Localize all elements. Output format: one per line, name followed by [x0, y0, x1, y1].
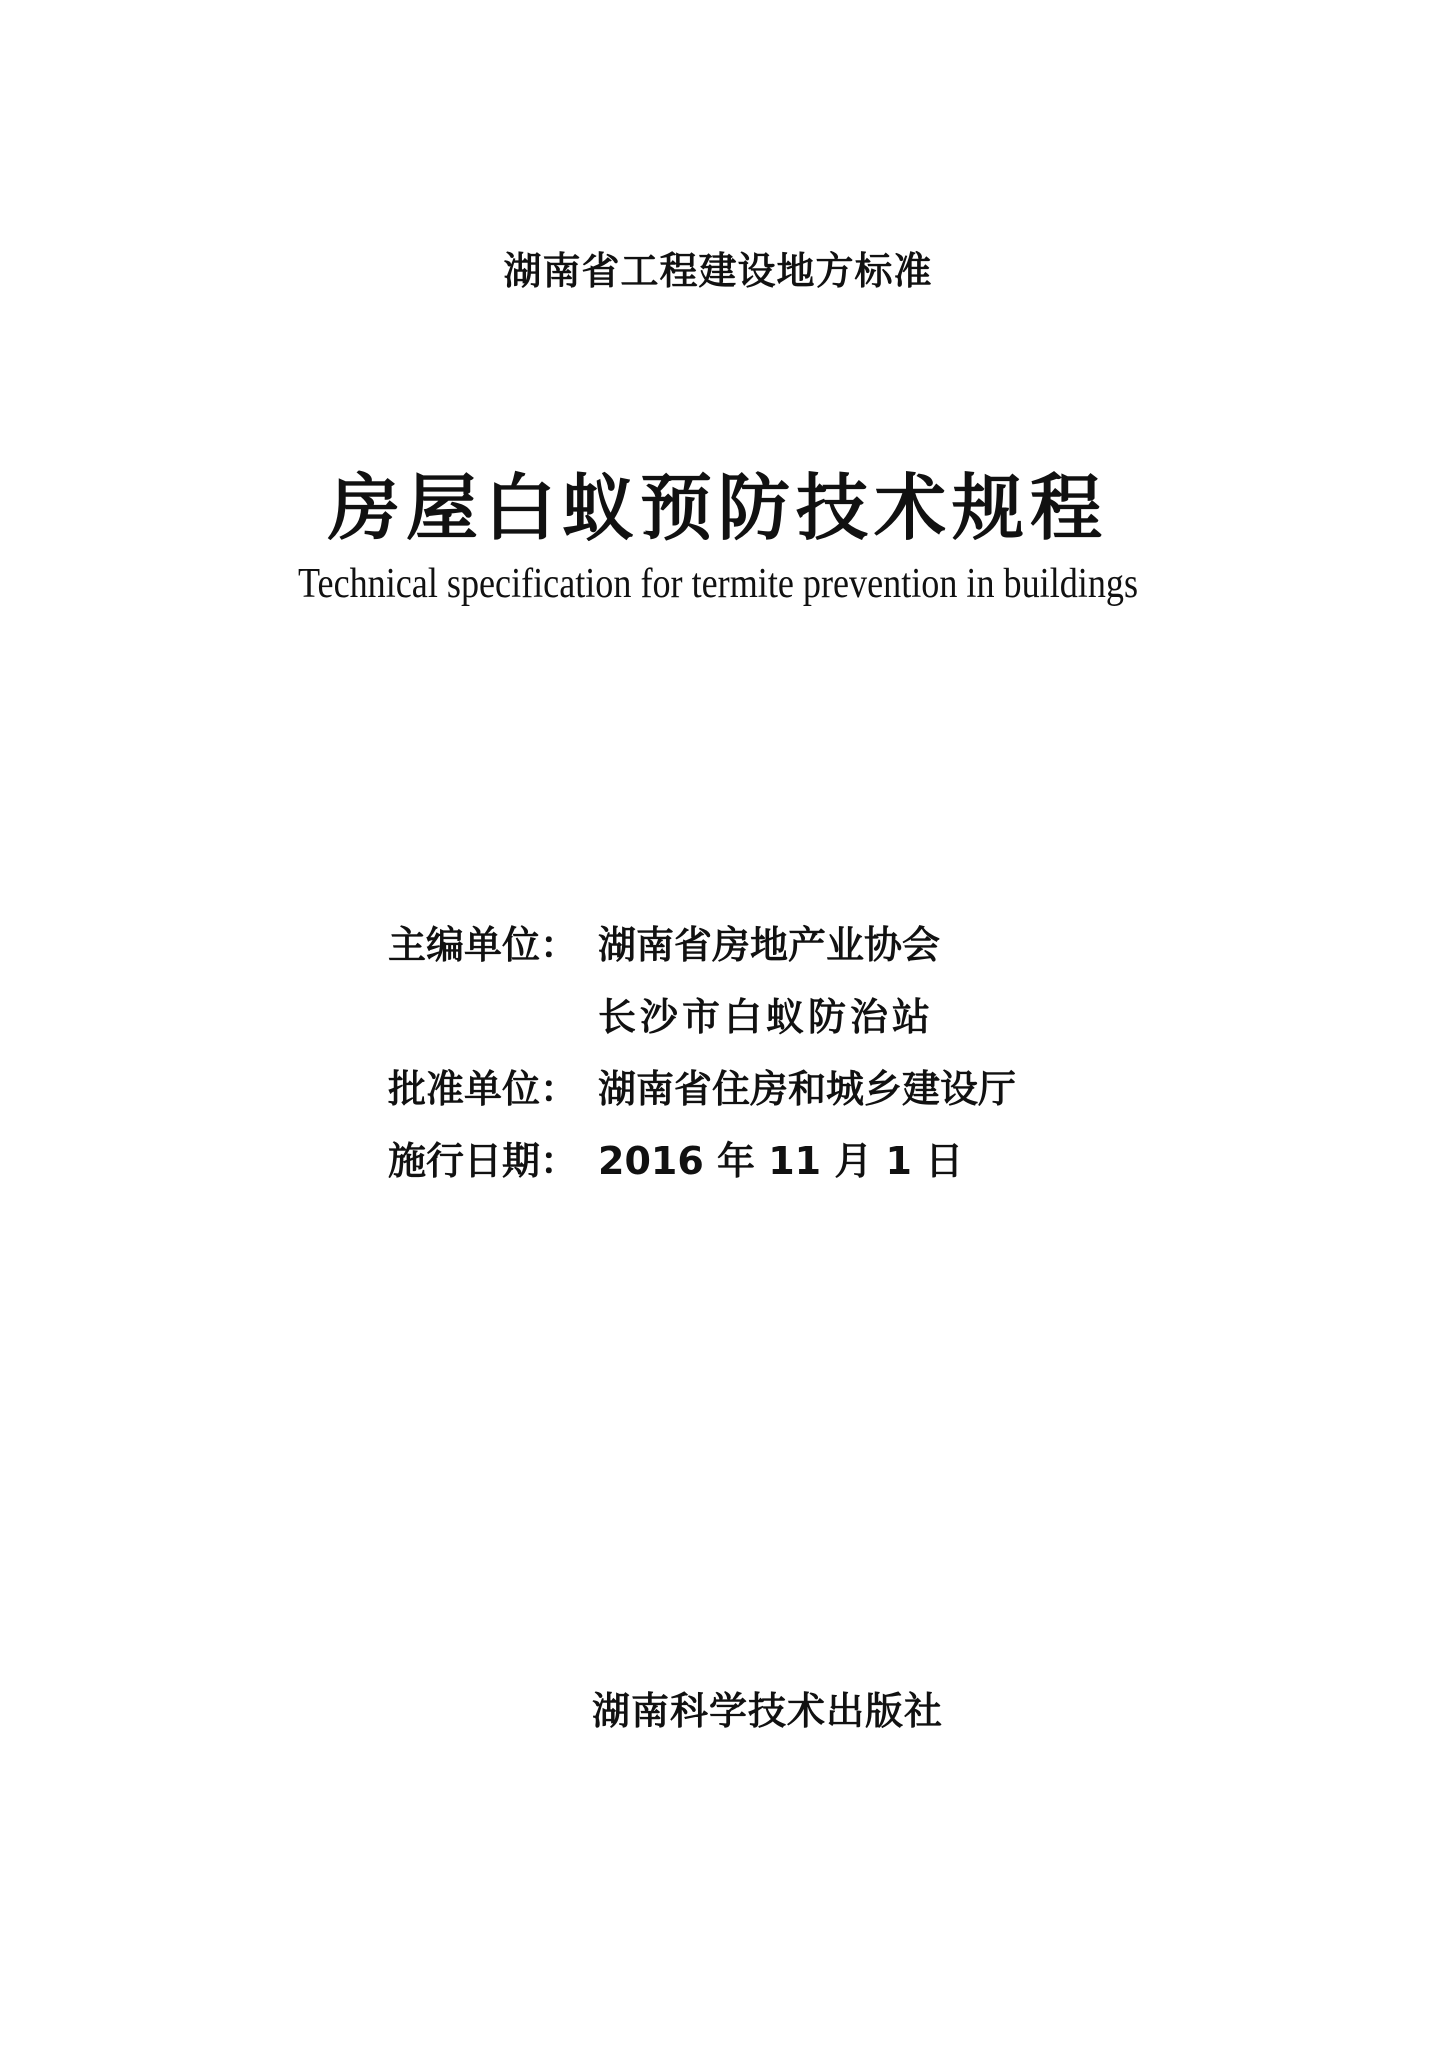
effective-date: 2016 年 11 月 1 日: [598, 1138, 964, 1183]
editor-row: [388, 905, 1288, 977]
editor-row-2: [388, 977, 1288, 1049]
approver-row: [388, 1049, 1288, 1121]
effective-date-label: 施行日期：: [388, 1138, 579, 1183]
approver-unit: 湖南省住房和城乡建设厅: [598, 1066, 1017, 1111]
editor-unit-2: 长沙市白蚁防治站: [598, 994, 935, 1039]
standard-info-block: [388, 905, 1288, 1193]
editor-unit-1: 湖南省房地产业协会: [598, 922, 941, 967]
editor-label: 主编单位：: [388, 922, 579, 967]
english-title: Technical specification for termite prevention in buildings: [297, 561, 1139, 607]
standard-series-label: 湖南省工程建设地方标准: [503, 249, 933, 293]
chinese-title: 房屋白蚁预防技术规程: [327, 465, 1108, 550]
publisher-name: 湖南科学技术出版社: [592, 1689, 944, 1733]
approver-label: 批准单位：: [388, 1066, 579, 1111]
effective-date-row: [388, 1121, 1288, 1193]
